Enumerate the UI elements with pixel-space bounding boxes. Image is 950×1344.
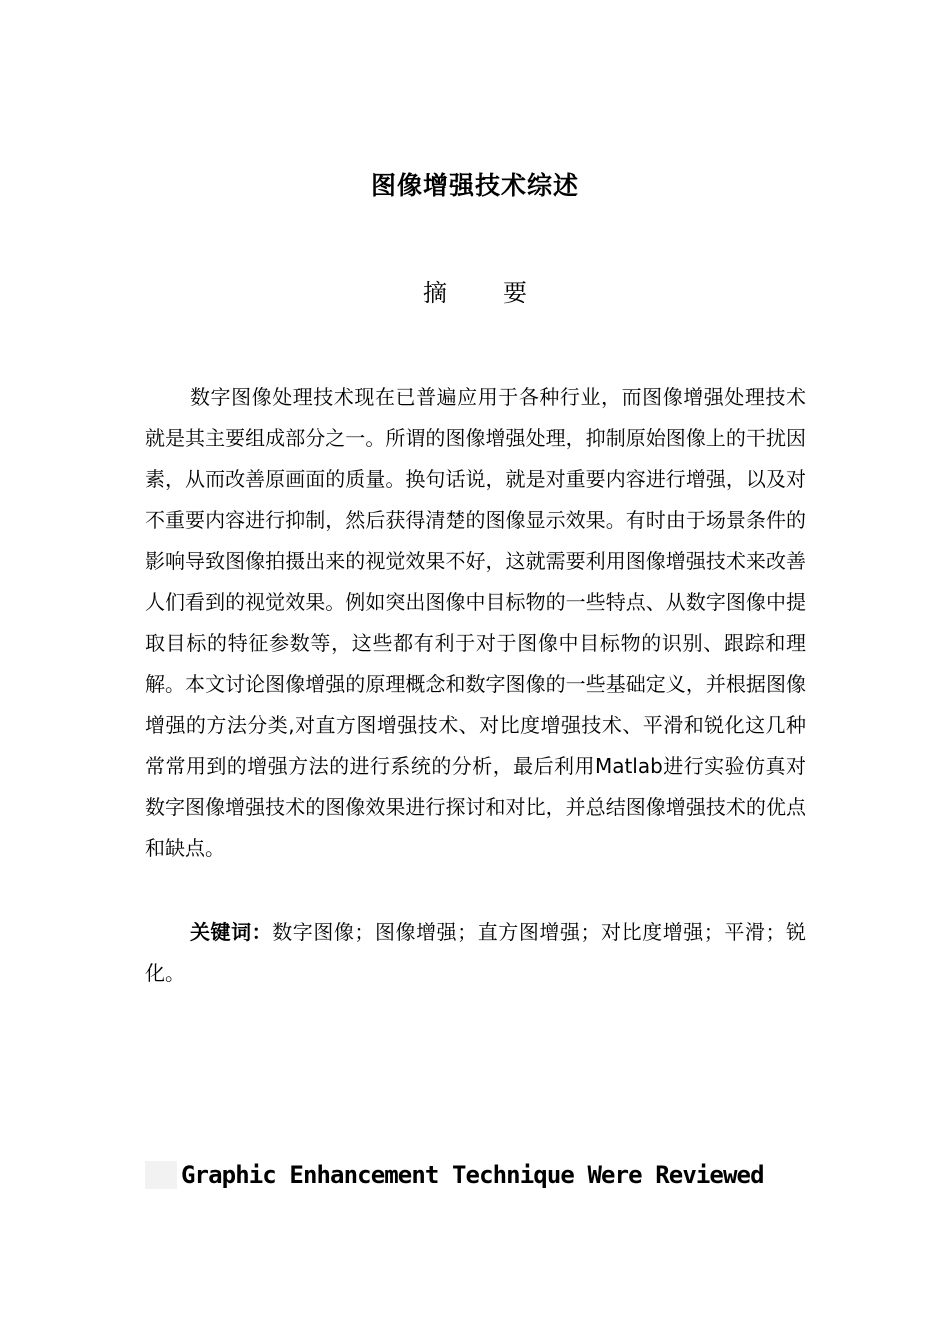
abstract-heading-char-2: 要	[503, 279, 527, 307]
abstract-body: 数字图像处理技术现在已普遍应用于各种行业，而图像增强处理技术就是其主要组成部分之一。所谓的图像增强处理，抑制原始图像上的干扰因素，从而改善原画面的质量。换句话说，就是对重要内容进行增强，以及对不重要内容进行抑制，然后获得清楚的图像显示效果。有时由于场景条件的影响导致图像拍摄出来的视觉效果不好，这就需要利用图像增强技术来改善人们看到的视觉效果。例如突出图像中目标物的一些特点、从数字图像中提取目标的特征参数等，这些都有利于对于图像中目标物的识别、跟踪和理解。本文讨论图像增强的原理概念和数字图像的一些基础定义，并根据图像增强的方法分类,对直方图增强技术、对比度增强技术、平滑和锐化这几种常常用到的增强方法的进行系统的分析，最后利用Matlab进行实验仿真对数字图像增强技术的图像效果进行探讨和对比，并总结图像增强技术的优点和缺点。	[145, 385, 806, 860]
english-title-highlight	[145, 1161, 177, 1189]
keywords-label: 关键词：	[190, 920, 273, 944]
english-title: Graphic Enhancement Technique Were Reviewed	[181, 1161, 764, 1189]
keywords-paragraph	[145, 912, 806, 994]
keywords-text: 数字图像；图像增强；直方图增强；对比度增强；平滑；锐化。	[145, 920, 807, 985]
abstract-heading	[0, 274, 950, 312]
abstract-heading-char-1: 摘	[423, 279, 447, 307]
document-title: 图像增强技术综述	[370, 171, 579, 200]
